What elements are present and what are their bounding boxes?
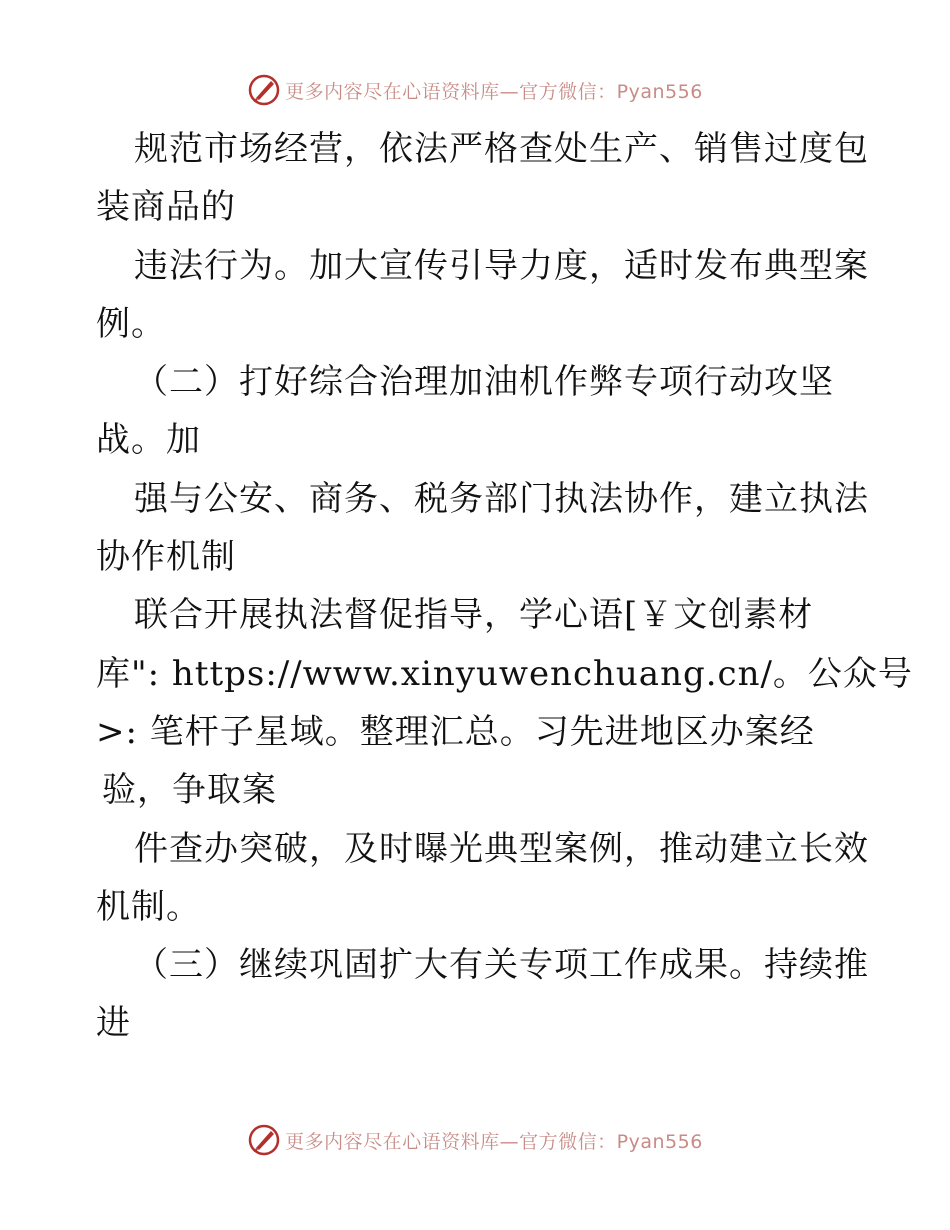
paragraph-line: 例。 <box>96 303 166 344</box>
paragraph-line: 装商品的 <box>96 187 236 228</box>
section-heading-line: （二）打好综合治理加油机作弊专项行动攻坚 <box>134 362 834 403</box>
paragraph-line: 战。加 <box>96 420 201 461</box>
paragraph-line: 库": https://www.xinyuwenchuang.cn/。公众号 <box>96 653 913 694</box>
paragraph-line: 强与公安、商务、税务部门执法协作，建立执法 <box>134 478 869 519</box>
paragraph-line: >: 笔杆子星域。整理汇总。习先进地区办案经 <box>96 711 815 752</box>
paragraph-line: 违法行为。加大宣传引导力度，适时发布典型案 <box>134 245 869 286</box>
header-banner-text: 更多内容尽在心语资料库—官方微信：Pyan556 <box>285 80 703 103</box>
paragraph-line: 验，争取案 <box>102 770 277 811</box>
section-heading-line: （三）继续巩固扩大有关专项工作成果。持续推 <box>134 945 869 986</box>
quill-logo-icon <box>247 73 281 107</box>
quill-logo-icon <box>247 1123 281 1157</box>
paragraph-line: 规范市场经营，依法严格查处生产、销售过度包 <box>134 129 869 169</box>
footer-banner <box>0 1120 950 1160</box>
document-body <box>96 120 913 1053</box>
footer-banner-text: 更多内容尽在心语资料库—官方微信：Pyan556 <box>285 1130 703 1153</box>
header-banner <box>0 70 950 110</box>
paragraph-line: 机制。 <box>96 886 201 927</box>
paragraph-line: 件查办突破，及时曝光典型案例，推动建立长效 <box>134 828 869 869</box>
paragraph-line: 协作机制 <box>96 537 236 578</box>
paragraph-line: 联合开展执法督促指导，学心语[￥文创素材 <box>134 595 814 636</box>
paragraph-line: 进 <box>96 1003 131 1044</box>
